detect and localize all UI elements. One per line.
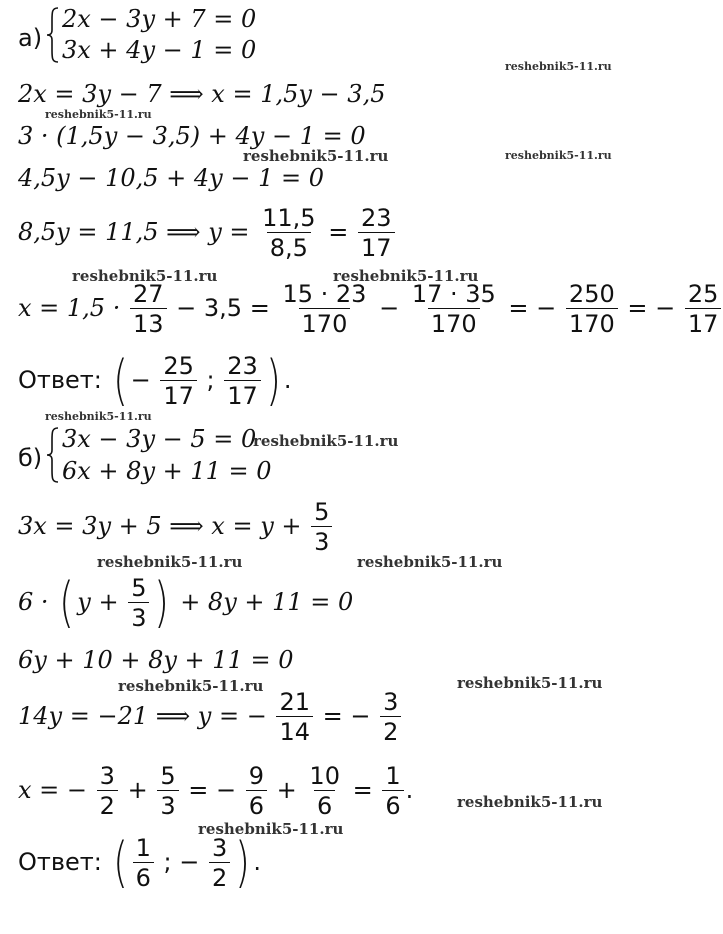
- answer-label: Ответ:: [18, 848, 102, 876]
- watermark: reshebnik5-11.ru: [45, 410, 152, 423]
- watermark: reshebnik5-11.ru: [45, 108, 152, 121]
- watermark: reshebnik5-11.ru: [118, 677, 264, 695]
- fraction: $\frac{25}{17}$: [685, 282, 722, 336]
- part-a-line1: 2x = 3y − 7 ⟹ x = 1,5y − 3,5: [18, 80, 386, 108]
- watermark: reshebnik5-11.ru: [253, 432, 399, 450]
- fraction: $\frac{9}{6}$: [246, 764, 267, 818]
- fraction: $\frac{5}{3}$: [157, 764, 178, 818]
- part-a-answer: Ответ: ( − $\frac{25}{17}$ ; $\frac{23}{17}$ ) .: [18, 349, 292, 412]
- fraction: $\frac{23}{17}$: [224, 354, 261, 408]
- part-b-answer: Ответ: ( $\frac{1}{6}$ ; − $\frac{3}{2}$ ) .: [18, 831, 261, 894]
- system-brace-b: [46, 426, 60, 484]
- fraction: $\frac{15 \cdot 23}{170}$: [282, 280, 367, 338]
- part-a-system-eq1: 2x − 3y + 7 = 0: [62, 5, 257, 33]
- fraction: $\frac{11,5}{8,5}$: [262, 204, 316, 262]
- fraction: $\frac{250}{170}$: [566, 282, 618, 336]
- part-a-line2: 3 · (1,5y − 3,5) + 4y − 1 = 0: [18, 122, 366, 150]
- watermark: reshebnik5-11.ru: [97, 553, 243, 571]
- part-a-label: а): [18, 24, 43, 52]
- fraction: $\frac{3}{2}$: [209, 836, 230, 890]
- part-b-line2: 6 · ( y + $\frac{5}{3}$ ) + 8y + 11 = 0: [18, 571, 354, 634]
- watermark: reshebnik5-11.ru: [357, 553, 503, 571]
- watermark: reshebnik5-11.ru: [198, 820, 344, 838]
- watermark: reshebnik5-11.ru: [505, 149, 612, 162]
- fraction: $\frac{5}{3}$: [128, 576, 149, 630]
- part-b-line3: 6y + 10 + 8y + 11 = 0: [18, 646, 294, 674]
- fraction: $\frac{1}{6}$: [382, 764, 403, 818]
- part-b-line1: 3x = 3y + 5 ⟹ x = y + $\frac{5}{3}$: [18, 500, 334, 554]
- part-a-line5-left: x = 1,5 ·: [18, 294, 121, 322]
- watermark: reshebnik5-11.ru: [457, 793, 603, 811]
- part-a-line5: x = 1,5 · $\frac{27}{13}$ − 3,5 = $\frac{15 \cdot 23}{170}$ − $\frac{17 \cdot 35}{170}$ = − $\frac{250}{170}$ = − $\frac{25}{17}$: [18, 282, 723, 336]
- system-brace-a: [46, 6, 60, 64]
- fraction: $\frac{27}{13}$: [130, 282, 167, 336]
- fraction: $\frac{5}{3}$: [311, 500, 332, 554]
- watermark: reshebnik5-11.ru: [457, 674, 603, 692]
- part-b-line4: 14y = −21 ⟹ y = − $\frac{21}{14}$ = − $\frac{3}{2}$: [18, 690, 403, 744]
- watermark: reshebnik5-11.ru: [505, 60, 612, 73]
- answer-label: Ответ:: [18, 366, 102, 394]
- fraction: $\frac{23}{17}$: [358, 206, 395, 260]
- part-b-line5: x = − $\frac{3}{2}$ + $\frac{5}{3}$ = − $\frac{9}{6}$ + $\frac{10}{6}$ = $\frac{1}{6}$ .: [18, 762, 414, 820]
- part-b-label: б): [18, 444, 43, 472]
- part-a-line3: 4,5y − 10,5 + 4y − 1 = 0: [18, 164, 324, 192]
- part-a-line4: 8,5y = 11,5 ⟹ y = $\frac{11,5}{8,5}$ = $\frac{23}{17}$: [18, 206, 397, 260]
- part-a-line4-left: 8,5y = 11,5 ⟹ y =: [18, 218, 250, 246]
- fraction: $\frac{10}{6}$: [309, 762, 340, 820]
- part-b-system-eq1: 3x − 3y − 5 = 0: [62, 425, 257, 453]
- fraction: $\frac{1}{6}$: [133, 836, 154, 890]
- part-b-system-eq2: 6x + 8y + 11 = 0: [62, 457, 272, 485]
- fraction: $\frac{25}{17}$: [160, 354, 197, 408]
- watermark: reshebnik5-11.ru: [72, 267, 218, 285]
- fraction: $\frac{17 \cdot 35}{170}$: [411, 280, 496, 338]
- fraction: $\frac{3}{2}$: [380, 690, 401, 744]
- fraction: $\frac{3}{2}$: [97, 764, 118, 818]
- fraction: $\frac{21}{14}$: [276, 690, 313, 744]
- part-a-system-eq2: 3x + 4y − 1 = 0: [62, 36, 257, 64]
- watermark: reshebnik5-11.ru: [333, 267, 479, 285]
- watermark: reshebnik5-11.ru: [243, 147, 389, 165]
